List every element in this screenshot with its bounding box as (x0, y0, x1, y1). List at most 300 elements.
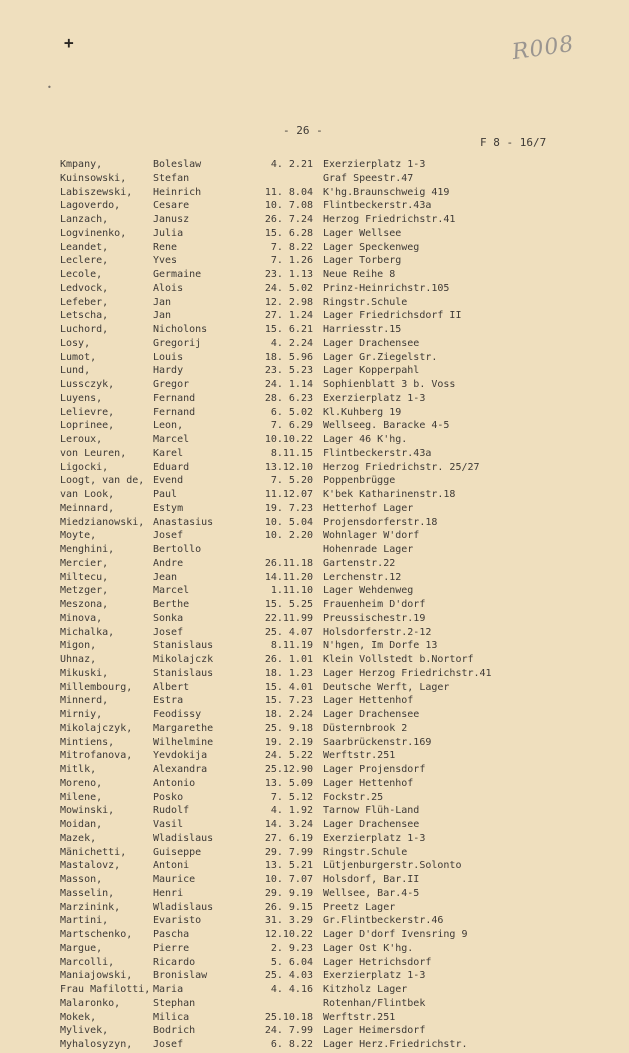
surname: Michalka, (60, 626, 115, 638)
given-name: Gregor (153, 379, 190, 390)
list-row (0, 365, 629, 379)
surname: Loprinee, (60, 420, 115, 432)
surname: Mastalovz, (60, 860, 121, 872)
birth-date: 26. 9.15 (264, 901, 313, 913)
address: Lager Torberg (323, 255, 402, 267)
given-name: Estra (153, 695, 184, 707)
given-name: Mikolajczk (153, 654, 214, 665)
address: Lager Ost K'hg. (323, 942, 414, 954)
birth-date: 14.11.20 (264, 571, 313, 583)
surname: Ligocki, (60, 461, 109, 473)
list-row (0, 269, 629, 283)
birth-date: 10. 7.07 (264, 874, 313, 885)
surname: Martini, (60, 915, 109, 927)
birth-date: 15. 5.25 (264, 599, 313, 610)
birth-date: 18. 5.96 (264, 351, 313, 363)
list-row (0, 503, 629, 517)
birth-date: 24. 5.22 (264, 750, 313, 762)
list-row (0, 228, 629, 242)
address: Gr.Flintbeckerstr.46 (323, 915, 444, 927)
birth-date: 7. 5.12 (270, 791, 313, 803)
list-row (0, 407, 629, 421)
birth-date: 24. 7.99 (264, 1025, 313, 1037)
surname: Mikuski, (60, 667, 109, 679)
address: Lager Hettenhof (323, 695, 414, 707)
surname: Moreno, (60, 777, 103, 789)
birth-date: 19. 7.23 (264, 502, 313, 514)
surname: Millembourg, (60, 681, 133, 693)
birth-date: 13. 5.09 (264, 777, 313, 789)
address: Lerchenstr.12 (323, 571, 402, 583)
address: Lager Kopperpahl (323, 365, 420, 377)
list-row (0, 792, 629, 806)
list-row (0, 159, 629, 173)
address: Holsdorferstr.2-12 (323, 626, 432, 638)
address: Graf Speestr.47 (323, 172, 414, 184)
birth-date: 25. 9.18 (264, 722, 313, 734)
given-name: Josef (153, 530, 184, 542)
birth-date: 15. 7.23 (264, 695, 313, 707)
address: Lager Wehdenweg (323, 585, 414, 597)
address: Lager Hetrichsdorf (323, 956, 432, 968)
given-name: Yves (153, 255, 178, 267)
given-name: Josef (153, 626, 184, 638)
list-row (0, 874, 629, 888)
birth-date: 7. 8.22 (270, 241, 313, 253)
birth-date: 22.11.99 (264, 612, 313, 624)
given-name: Wladislaus (153, 901, 214, 913)
given-name: Rudolf (153, 805, 190, 817)
list-row (0, 420, 629, 434)
given-name: Evaristo (153, 915, 202, 927)
address: Kl.Kuhberg 19 (323, 406, 402, 418)
surname: Ledvock, (60, 282, 109, 294)
list-row (0, 668, 629, 682)
given-name: Wilhelmine (153, 736, 214, 748)
given-name: Antoni (153, 860, 190, 872)
list-row (0, 750, 629, 764)
list-row (0, 462, 629, 476)
birth-date: 12. 2.98 (264, 296, 313, 308)
given-name: Alois (153, 282, 184, 294)
list-row (0, 943, 629, 957)
surname: Minova, (60, 612, 103, 624)
birth-date: 13. 5.21 (264, 860, 313, 872)
list-row (0, 393, 629, 407)
address: Exerzierplatz 1-3 (323, 832, 426, 844)
surname: Kuinsowski, (60, 172, 127, 184)
address: Werftstr.251 (323, 750, 396, 762)
surname: Milene, (60, 791, 103, 803)
list-row (0, 764, 629, 778)
surname: Logvinenko, (60, 227, 127, 239)
list-row (0, 544, 629, 558)
list-row (0, 970, 629, 984)
given-name: Margarethe (153, 722, 214, 734)
birth-date: 15. 4.01 (264, 681, 313, 693)
birth-date: 25. 4.03 (264, 970, 313, 982)
surname: Margue, (60, 942, 103, 954)
surname: Loogt, van de, (60, 475, 145, 487)
birth-date: 2. 9.23 (270, 942, 313, 954)
birth-date: 25.10.18 (264, 1011, 313, 1023)
file-reference: F 8 - 16/7 (480, 136, 547, 149)
surname: Mylivek, (60, 1025, 109, 1037)
address: Flintbeckerstr.43a (323, 447, 432, 459)
birth-date: 8.11.15 (270, 447, 313, 459)
list-row (0, 352, 629, 366)
list-row (0, 200, 629, 214)
list-row (0, 283, 629, 297)
given-name: Stefan (153, 172, 190, 184)
address: Fockstr.25 (323, 791, 384, 803)
address: Lager Wellsee (323, 227, 402, 239)
list-row (0, 310, 629, 324)
surname: von Leuren, (60, 447, 127, 459)
address: Klein Vollstedt b.Nortorf (323, 654, 474, 665)
birth-date: 5. 6.04 (270, 956, 313, 968)
birth-date: 26.11.18 (264, 557, 313, 569)
margin-dot: • (47, 83, 52, 92)
given-name: Fernand (153, 392, 196, 404)
surname: Kmpany, (60, 159, 103, 170)
page-number: - 26 - (283, 124, 323, 137)
given-name: Albert (153, 681, 190, 693)
birth-date: 27. 6.19 (264, 832, 313, 844)
surname: Marzinink, (60, 901, 121, 913)
birth-date: 27. 1.24 (264, 310, 313, 322)
address: Flintbeckerstr.43a (323, 200, 432, 212)
surname: Labiszewski, (60, 186, 133, 198)
given-name: Germaine (153, 269, 202, 280)
surname: Martschenko, (60, 929, 133, 940)
given-name: Anastasius (153, 516, 214, 528)
address: Lager Speckenweg (323, 241, 420, 253)
list-row (0, 833, 629, 847)
given-name: Marcel (153, 434, 190, 445)
given-name: Posko (153, 791, 184, 803)
address: Lütjenburgerstr.Solonto (323, 860, 462, 872)
list-row (0, 902, 629, 916)
surname: Mercier, (60, 557, 109, 569)
surname: Mitrofanova, (60, 750, 133, 762)
birth-date: 4. 4.16 (270, 984, 313, 995)
surname: Masselin, (60, 887, 115, 899)
list-row (0, 915, 629, 929)
list-row (0, 242, 629, 256)
surname: Lelievre, (60, 406, 115, 418)
birth-date: 6. 8.22 (270, 1039, 313, 1050)
list-row (0, 640, 629, 654)
address: Exerzierplatz 1-3 (323, 159, 426, 170)
list-row (0, 173, 629, 187)
list-row (0, 489, 629, 503)
given-name: Jan (153, 310, 172, 322)
address: K'hg.Braunschweig 419 (323, 186, 450, 198)
address: Lager Herz.Friedrichstr. (323, 1039, 468, 1050)
surname: Meinnard, (60, 502, 115, 514)
birth-date: 31. 3.29 (264, 915, 313, 927)
list-row (0, 599, 629, 613)
surname: Lagoverdo, (60, 200, 121, 212)
address: Kitzholz Lager (323, 984, 408, 995)
surname: Leroux, (60, 434, 103, 445)
given-name: Jean (153, 571, 178, 583)
given-name: Gregorij (153, 337, 202, 349)
list-row (0, 984, 629, 998)
address: Ringstr.Schule (323, 296, 408, 308)
surname: Mokek, (60, 1011, 97, 1023)
list-row (0, 530, 629, 544)
given-name: Antonio (153, 777, 196, 789)
surname: Moidan, (60, 819, 103, 830)
address: Gartenstr.22 (323, 557, 396, 569)
given-name: Marcel (153, 585, 190, 597)
given-name: Janusz (153, 214, 190, 225)
given-name: Julia (153, 227, 184, 239)
surname: Mikolajczyk, (60, 722, 133, 734)
birth-date: 23. 5.23 (264, 365, 313, 377)
list-row (0, 434, 629, 448)
given-name: Eduard (153, 461, 190, 473)
list-row (0, 1025, 629, 1039)
address: Deutsche Werft, Lager (323, 681, 450, 693)
address: Saarbrückenstr.169 (323, 736, 432, 748)
list-row (0, 957, 629, 971)
surname: Masson, (60, 874, 103, 885)
given-name: Pascha (153, 929, 190, 940)
address: K'bek Katharinenstr.18 (323, 489, 456, 500)
address: Frauenheim D'dorf (323, 599, 426, 610)
list-row (0, 929, 629, 943)
address: Exerzierplatz 1-3 (323, 970, 426, 982)
address: Lager D'dorf Ivensring 9 (323, 929, 468, 940)
given-name: Cesare (153, 200, 190, 212)
address: Lager Projensdorf (323, 764, 426, 775)
surname: Mintiens, (60, 736, 115, 748)
list-row (0, 627, 629, 641)
address: Harriesstr.15 (323, 324, 402, 335)
list-row (0, 214, 629, 228)
address: Ringstr.Schule (323, 846, 408, 858)
address: Hetterhof Lager (323, 502, 414, 514)
given-name: Berthe (153, 599, 190, 610)
address: Rotenhan/Flintbek (323, 997, 426, 1009)
list-row (0, 888, 629, 902)
list-row (0, 448, 629, 462)
birth-date: 11.12.07 (264, 489, 313, 500)
address: Lager Friedrichsdorf II (323, 310, 462, 322)
birth-date: 6. 5.02 (270, 406, 313, 418)
birth-date: 29. 9.19 (264, 887, 313, 899)
list-row (0, 819, 629, 833)
list-row (0, 187, 629, 201)
surname: Menghini, (60, 544, 115, 555)
list-row (0, 297, 629, 311)
address: Wellseeg. Baracke 4-5 (323, 420, 450, 432)
birth-date: 10. 7.08 (264, 200, 313, 212)
birth-date: 14. 3.24 (264, 819, 313, 830)
surname: Lund, (60, 365, 91, 377)
given-name: Nicholons (153, 324, 208, 335)
given-name: Maria (153, 984, 184, 995)
given-name: Josef (153, 1039, 184, 1050)
surname: van Look, (60, 489, 115, 500)
given-name: Andre (153, 557, 184, 569)
list-row (0, 737, 629, 751)
given-name: Vasil (153, 819, 184, 830)
surname: Frau Mafilotti, (60, 984, 151, 995)
birth-date: 7. 5.20 (270, 475, 313, 487)
birth-date: 24. 5.02 (264, 282, 313, 294)
given-name: Boleslaw (153, 159, 202, 170)
given-name: Wladislaus (153, 832, 214, 844)
given-name: Karel (153, 447, 184, 459)
birth-date: 29. 7.99 (264, 846, 313, 858)
given-name: Ricardo (153, 956, 196, 968)
birth-date: 10.10.22 (264, 434, 313, 445)
given-name: Milica (153, 1011, 190, 1023)
address: Sophienblatt 3 b. Voss (323, 379, 456, 390)
given-name: Stanislaus (153, 667, 214, 679)
birth-date: 4. 1.92 (270, 805, 313, 817)
address: Wellsee, Bar.4-5 (323, 887, 420, 899)
birth-date: 13.12.10 (264, 461, 313, 473)
list-row (0, 255, 629, 269)
birth-date: 18. 2.24 (264, 709, 313, 720)
given-name: Feodissy (153, 709, 202, 720)
surname: Miedzianowski, (60, 516, 145, 528)
handwritten-plus-mark: + (64, 33, 74, 52)
given-name: Bodrich (153, 1025, 196, 1037)
birth-date: 19. 2.19 (264, 736, 313, 748)
surname: Minnerd, (60, 695, 109, 707)
list-row (0, 1039, 629, 1053)
birth-date: 7. 1.26 (270, 255, 313, 267)
address: Preetz Lager (323, 901, 396, 913)
address: Hohenrade Lager (323, 544, 414, 555)
address: Lager Drachensee (323, 819, 420, 830)
surname: Mitlk, (60, 764, 97, 775)
birth-date: 23. 1.13 (264, 269, 313, 280)
list-row (0, 324, 629, 338)
surname: Losy, (60, 337, 91, 349)
list-row (0, 778, 629, 792)
given-name: Jan (153, 296, 172, 308)
list-row (0, 572, 629, 586)
given-name: Hardy (153, 365, 184, 377)
given-name: Louis (153, 351, 184, 363)
surname: Maniajowski, (60, 970, 133, 982)
birth-date: 26. 7.24 (264, 214, 313, 225)
surname: Letscha, (60, 310, 109, 322)
surname: Malaronko, (60, 997, 121, 1009)
address: Herzog Friedrichstr. 25/27 (323, 461, 480, 473)
address: Lager Drachensee (323, 709, 420, 720)
list-row (0, 517, 629, 531)
address: Neue Reihe 8 (323, 269, 396, 280)
birth-date: 10. 2.20 (264, 530, 313, 542)
given-name: Estym (153, 502, 184, 514)
surname: Leclere, (60, 255, 109, 267)
given-name: Leon, (153, 420, 184, 432)
address: Herzog Friedrichstr.41 (323, 214, 456, 225)
given-name: Evend (153, 475, 184, 487)
surname: Lanzach, (60, 214, 109, 225)
surname: Moyte, (60, 530, 97, 542)
list-row (0, 613, 629, 627)
given-name: Bertollo (153, 544, 202, 555)
birth-date: 7. 6.29 (270, 420, 313, 432)
surname: Leandet, (60, 241, 109, 253)
address: N'hgen, Im Dorfe 13 (323, 640, 438, 652)
address: Poppenbrügge (323, 475, 396, 487)
given-name: Pierre (153, 942, 190, 954)
birth-date: 8.11.19 (270, 640, 313, 652)
list-row (0, 709, 629, 723)
birth-date: 1.11.10 (270, 585, 313, 597)
address: Lager 46 K'hg. (323, 434, 408, 445)
address: Holsdorf, Bar.II (323, 874, 420, 885)
list-row (0, 1012, 629, 1026)
given-name: Yevdokija (153, 750, 208, 762)
list-row (0, 682, 629, 696)
given-name: Heinrich (153, 186, 202, 198)
given-name: Henri (153, 887, 184, 899)
birth-date: 18. 1.23 (264, 667, 313, 679)
surname: Marcolli, (60, 956, 115, 968)
birth-date: 15. 6.21 (264, 324, 313, 335)
surname: Luchord, (60, 324, 109, 335)
given-name: Stanislaus (153, 640, 214, 652)
address: Wohnlager W'dorf (323, 530, 420, 542)
surname: Luyens, (60, 392, 103, 404)
surname: Migon, (60, 640, 97, 652)
birth-date: 15. 6.28 (264, 227, 313, 239)
birth-date: 28. 6.23 (264, 392, 313, 404)
given-name: Maurice (153, 874, 196, 885)
birth-date: 25. 4.07 (264, 626, 313, 638)
surname: Uhnaz, (60, 654, 97, 665)
address: Lager Gr.Ziegelstr. (323, 351, 438, 363)
surname: Metzger, (60, 585, 109, 597)
list-row (0, 805, 629, 819)
given-name: Sonka (153, 612, 184, 624)
list-row (0, 695, 629, 709)
address: Lager Drachensee (323, 337, 420, 349)
surname: Mazek, (60, 832, 97, 844)
birth-date: 24. 1.14 (264, 379, 313, 390)
list-row (0, 475, 629, 489)
list-row (0, 654, 629, 668)
surname: Lussczyk, (60, 379, 115, 390)
surname: Myhalosyzyn, (60, 1039, 133, 1050)
address: Prinz-Heinrichstr.105 (323, 282, 450, 294)
list-row (0, 860, 629, 874)
surname: Mirniy, (60, 709, 103, 720)
surname: Miltecu, (60, 571, 109, 583)
address: Werftstr.251 (323, 1011, 396, 1023)
address: Lager Heimersdorf (323, 1025, 426, 1037)
list-row (0, 379, 629, 393)
list-row (0, 723, 629, 737)
list-row (0, 847, 629, 861)
surname: Meszona, (60, 599, 109, 610)
given-name: Alexandra (153, 764, 208, 775)
pencil-stamp: R008 (510, 31, 576, 66)
surname: Lefeber, (60, 296, 109, 308)
address: Tarnow Flüh-Land (323, 805, 420, 817)
